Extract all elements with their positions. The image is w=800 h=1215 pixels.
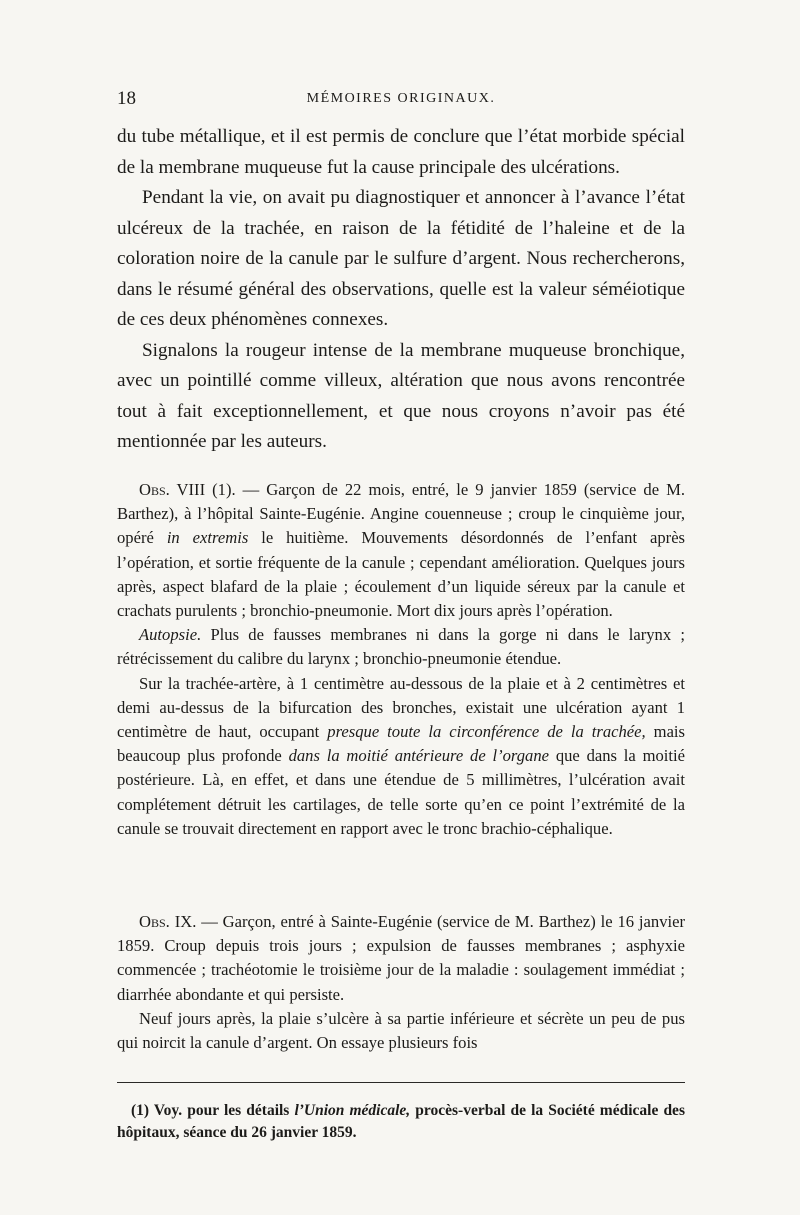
footnote-text-a: Voy. pour les détails: [149, 1102, 295, 1119]
paragraph-diagnosis: Pendant la vie, on avait pu diagnostiquer et annoncer à l’avance l’état ulcéreux de la trachée, en raison de la fétidité de l’haleine et de la coloration noire de la canule par le sulfure d’argent. Nous rechercherons, dans le résumé général des observations, quelle est la valeur séméiotique de ces deux phénomènes connexes.: [117, 187, 685, 330]
obs8-number: VIII (1).: [176, 480, 236, 499]
obs8-italic: in extremis: [166, 528, 249, 548]
obs8-label: Obs.: [139, 480, 170, 499]
obs9-label: Obs.: [139, 912, 170, 931]
obs9-text-a: — Garçon, entré à Sainte-Eugénie (service de M. Barthez) le 16 janvier 1859. Croup depuis trois jours ; expulsion de fausses membranes ; asphyxie commencée ; trachéotomie le troisième jour de la maladie : soulagement immédiat ; diarrhée abondante et qui persiste.: [117, 912, 686, 1004]
obs9-number: IX.: [174, 912, 197, 931]
obs8-trachea: [117, 672, 685, 841]
paragraph-continuation: du tube métallique, et il est permis de conclure que l’état morbide spécial de la membrane muqueuse fut la cause principale des ulcérations.: [117, 126, 685, 178]
page-number: 18: [117, 88, 136, 109]
autopsy-label: Autopsie.: [139, 625, 202, 645]
observation-viii: [117, 478, 685, 841]
obs8-text-a: — Garçon de 22 mois, entré, le 9 janvier 1859 (service de M. Barthez), à l’hôpital Sainte-Eugénie. Angine couenneuse ; croup le cinquième jour, opéré: [117, 480, 685, 548]
obs8-text-b: le huitième. Mouvements désordonnés de l’enfant après l’opération, et sortie fréquente de la canule ; cependant amélioration. Quelques jours après, aspect blafard de la plaie ; écoulement d’un liquide séreux par la canule et crachats purulents ; bronchio-pneumonie. Mort dix jours après l’opération.: [117, 528, 686, 621]
footnote-italic: l’Union médicale,: [294, 1102, 411, 1119]
obs9-summary: [117, 910, 685, 1007]
paragraph-bronchial-redness: Signalons la rougeur intense de la membrane muqueuse bronchique, avec un pointillé comme villeux, altération que nous avons rencontrée tout à fait exceptionnellement, et que nous croyons n’avoir pas été mentionnée par les auteurs.: [117, 339, 685, 452]
obs8-autopsy: [117, 623, 685, 671]
autopsy-text: Plus de fausses membranes ni dans la gorge ni dans le larynx ; rétrécissement du calibre du larynx ; bronchio-pneumonie étendue.: [117, 625, 685, 669]
footnote: [117, 1100, 685, 1144]
footnote-text-b: procès-verbal de la Société médicale des hôpitaux, séance du 26 janvier 1859.: [117, 1102, 685, 1141]
obs8-summary: [117, 478, 685, 623]
obs8-trachea-italic-2: dans la moitié antérieure de l’organe: [288, 746, 550, 766]
obs8-trachea-c: que dans la moitié postérieure. Là, en effet, et dans une étendue de 5 millimètres, l’ulcération avait complétement détruit les cartilages, de telle sorte qu’en ce point l’extrémité de la canule se trouvait directement en rapport avec le tronc brachio-céphalique.: [117, 746, 685, 838]
obs8-trachea-b: mais beaucoup plus profonde: [117, 722, 686, 766]
footnote-marker: (1): [131, 1102, 150, 1119]
obs8-trachea-italic-1: presque toute la circonférence de la trachée,: [327, 722, 646, 742]
obs8-trachea-a: Sur la trachée-artère, à 1 centimètre au-dessous de la plaie et à 2 centimètres et demi au-dessus de la bifurcation des bronches, existait une ulcération ayant 1 centimètre de haut, occupant: [117, 673, 685, 742]
observation-ix: [117, 910, 685, 1055]
footnote-rule: [117, 1082, 685, 1083]
running-head: MÉMOIRES ORIGINAUX.: [306, 91, 496, 106]
page-header: [117, 88, 685, 118]
obs9-ulceration: Neuf jours après, la plaie s’ulcère à sa partie inférieure et sécrète un peu de pus qui noircit la canule d’argent. On essaye plusieurs fois: [117, 1008, 685, 1053]
main-text: [117, 122, 685, 458]
